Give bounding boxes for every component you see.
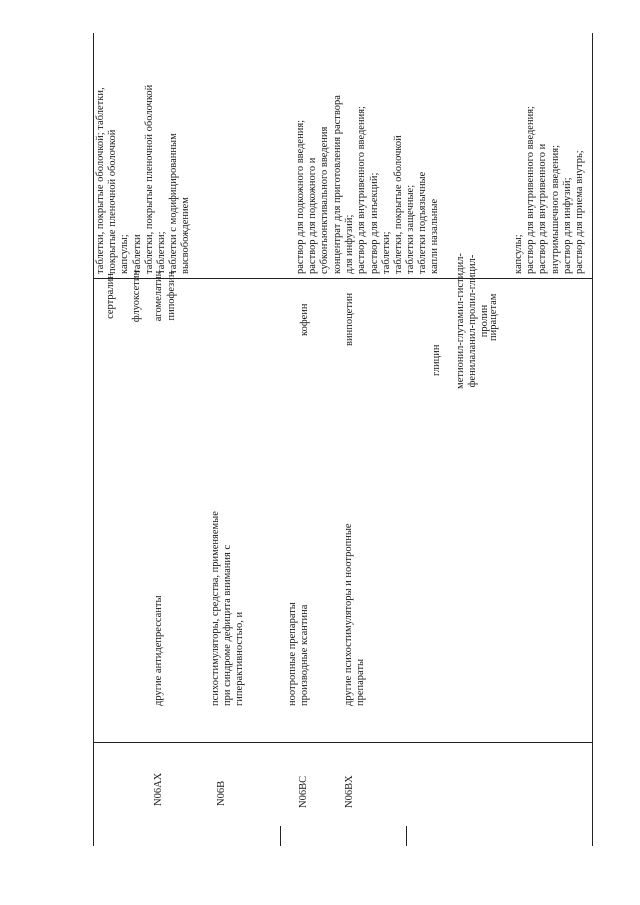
name-line: метионил-глутамил-гистидил- <box>455 253 466 389</box>
form-line: таблетки, покрытые пленочной оболочкой <box>143 84 155 274</box>
table-bottom-rule <box>592 33 593 846</box>
dosage-forms <box>332 95 405 274</box>
atc-code: N06BX <box>344 775 355 808</box>
atc-code: N06BC <box>298 775 309 808</box>
form-line: покрытые пленочной оболочкой <box>107 129 119 274</box>
form-line: раствор для подкожного и <box>307 157 319 274</box>
form-line: раствор для приема внутрь; <box>574 150 586 274</box>
group-name <box>343 523 367 706</box>
atc-code: N06B <box>216 780 227 806</box>
dosage-forms <box>405 172 429 274</box>
form-line: капсулы; <box>119 234 131 274</box>
name-line: другие психостимуляторы и ноотропные <box>343 523 354 706</box>
form-line: таблетки; <box>156 231 168 274</box>
form-line: таблетки, покрытые оболочкой <box>393 135 405 274</box>
form-line: капсулы; <box>513 234 524 274</box>
group-name-continued: ноотропные препараты <box>287 602 298 706</box>
rotated-table <box>93 33 593 846</box>
group-name: другие антидепрессанты <box>153 595 164 706</box>
form-line: раствор для подкожного введения; <box>295 119 306 274</box>
table-top-rule <box>93 33 94 846</box>
group-name <box>210 511 247 706</box>
name-line: психостимуляторы, средства, применяемые <box>210 511 221 706</box>
dosage-forms <box>295 120 332 274</box>
name-line: препараты <box>355 658 367 706</box>
name-line: при синдроме дефицита внимания с <box>222 544 234 706</box>
form-line: раствор для внутривенного и <box>537 143 549 274</box>
form-line: таблетки <box>131 234 143 274</box>
group-name: производные ксантина <box>299 604 310 706</box>
atc-code: N06AX <box>153 772 164 806</box>
form-line: высвобождением <box>180 197 192 274</box>
form-line: раствор для инфузий; <box>561 177 573 274</box>
drug-name: сертралин <box>105 273 116 319</box>
drug-name: агомелатин <box>153 270 165 322</box>
name-line: фенилаланил-пролил-глицил- <box>467 254 479 388</box>
form-line: таблетки защечные; <box>405 184 416 274</box>
form-line: для инфузий; <box>344 214 356 274</box>
column-divider <box>93 742 593 743</box>
drug-name: глицин <box>431 344 442 376</box>
name-line: пролин <box>479 304 491 338</box>
form-line: концентрат для приготовления раствора <box>332 95 343 274</box>
form-line: таблетки; <box>380 231 392 274</box>
form-line: таблетки с модифицированным <box>168 133 180 274</box>
drug-name: винпоцетин <box>344 292 355 346</box>
form-line: раствор для внутривенного введения; <box>356 106 368 274</box>
row-separator <box>280 826 281 846</box>
dosage-forms <box>95 85 193 274</box>
drug-name: пирацетам <box>488 293 499 341</box>
form-line: внутримышечного введения; <box>549 144 561 274</box>
form-line: таблетки подъязычные <box>417 171 429 274</box>
drug-name: флуоксетин <box>131 269 143 323</box>
form-line: капли назальные <box>429 198 440 274</box>
drug-name: пипофезин <box>165 271 177 321</box>
drug-name <box>455 246 492 396</box>
drug-name: кофеин <box>299 303 310 336</box>
form-line: раствор для внутривенного введения; <box>525 106 537 274</box>
name-line: гиперактивностью, и <box>234 611 246 706</box>
dosage-forms <box>513 106 586 274</box>
form-line: субконъюнктивального введения <box>319 126 331 274</box>
row-separator <box>406 826 407 846</box>
form-line: раствор для инъекций; <box>368 172 380 274</box>
form-line: таблетки, покрытые оболочкой; таблетки, <box>95 87 106 274</box>
